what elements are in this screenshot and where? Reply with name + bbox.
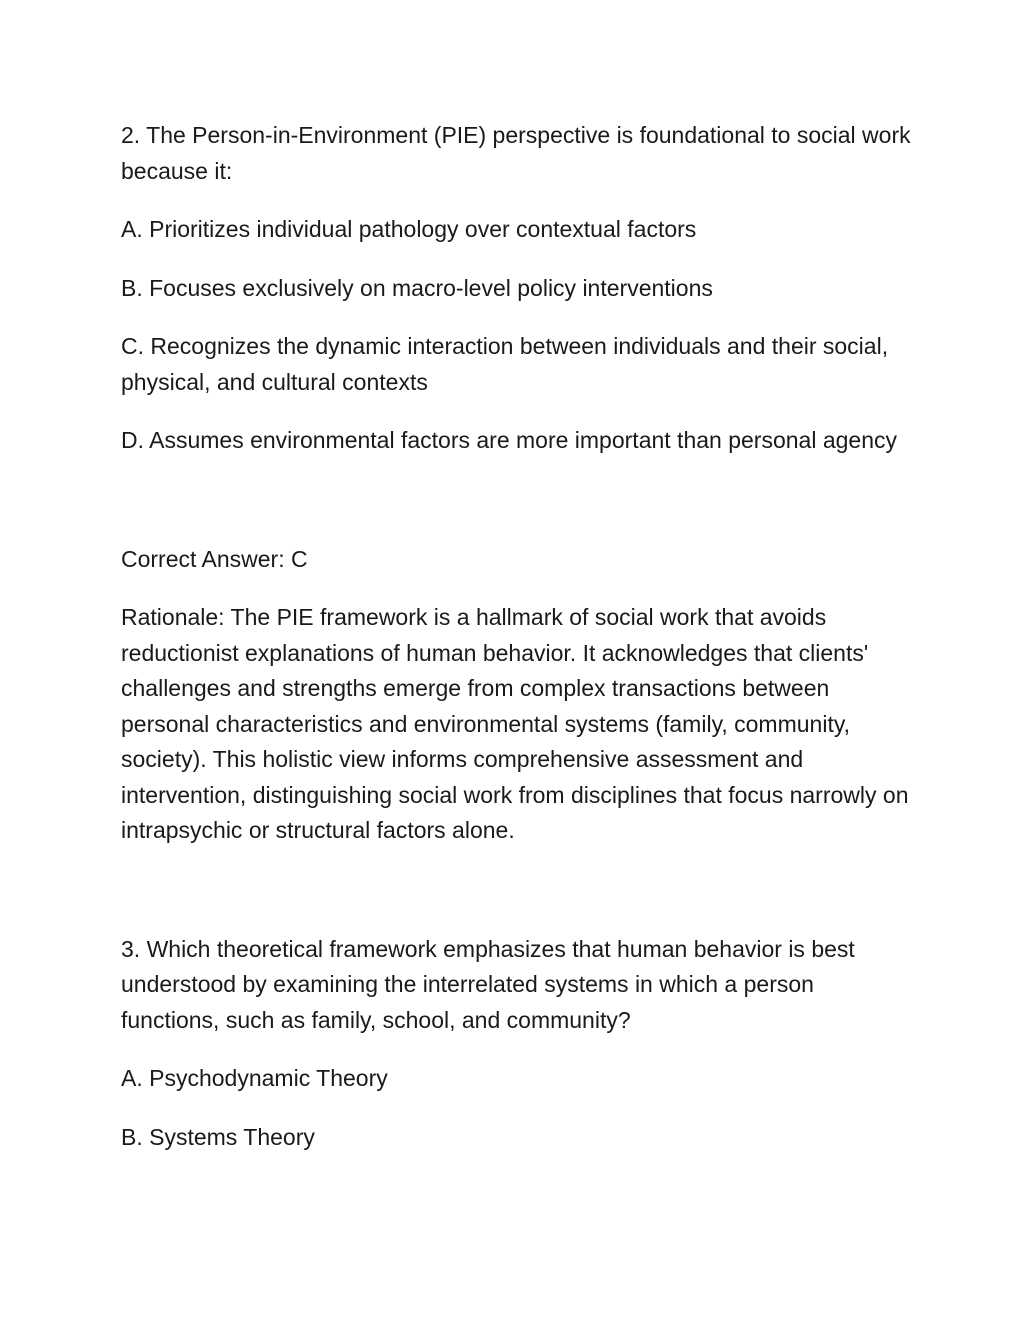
answer-block	[121, 542, 911, 849]
question-2	[121, 118, 911, 459]
question-stem: 3. Which theoretical framework emphasizes that human behavior is best understood by examining the interrelated systems in which a person functions, such as family, school, and community?	[121, 935, 855, 1033]
option-d: D. Assumes environmental factors are more important than personal agency	[121, 427, 897, 453]
option-c: C. Recognizes the dynamic interaction between individuals and their social, physical, and cultural contexts	[121, 333, 889, 395]
spacer	[121, 849, 911, 932]
question-3	[121, 932, 911, 1156]
rationale: Rationale: The PIE framework is a hallmark of social work that avoids reductionist explanations of human behavior. It acknowledges that clients' challenges and strengths emerge from complex transactions between personal characteristics and environmental systems (family, community, society). This holistic view informs comprehensive assessment and intervention, distinguishing social work from disciplines that focus narrowly on intrapsychic or structural factors alone.	[121, 604, 909, 843]
spacer	[121, 459, 911, 542]
option-b: B. Focuses exclusively on macro-level policy interventions	[121, 274, 713, 301]
question-stem: 2. The Person-in-Environment (PIE) perspective is foundational to social work because it:	[121, 122, 911, 184]
document-page	[121, 118, 911, 1155]
option-a: A. Psychodynamic Theory	[121, 1065, 388, 1091]
option-b: B. Systems Theory	[121, 1123, 315, 1150]
correct-answer: Correct Answer: C	[121, 545, 308, 572]
option-a: A. Prioritizes individual pathology over contextual factors	[121, 216, 697, 242]
